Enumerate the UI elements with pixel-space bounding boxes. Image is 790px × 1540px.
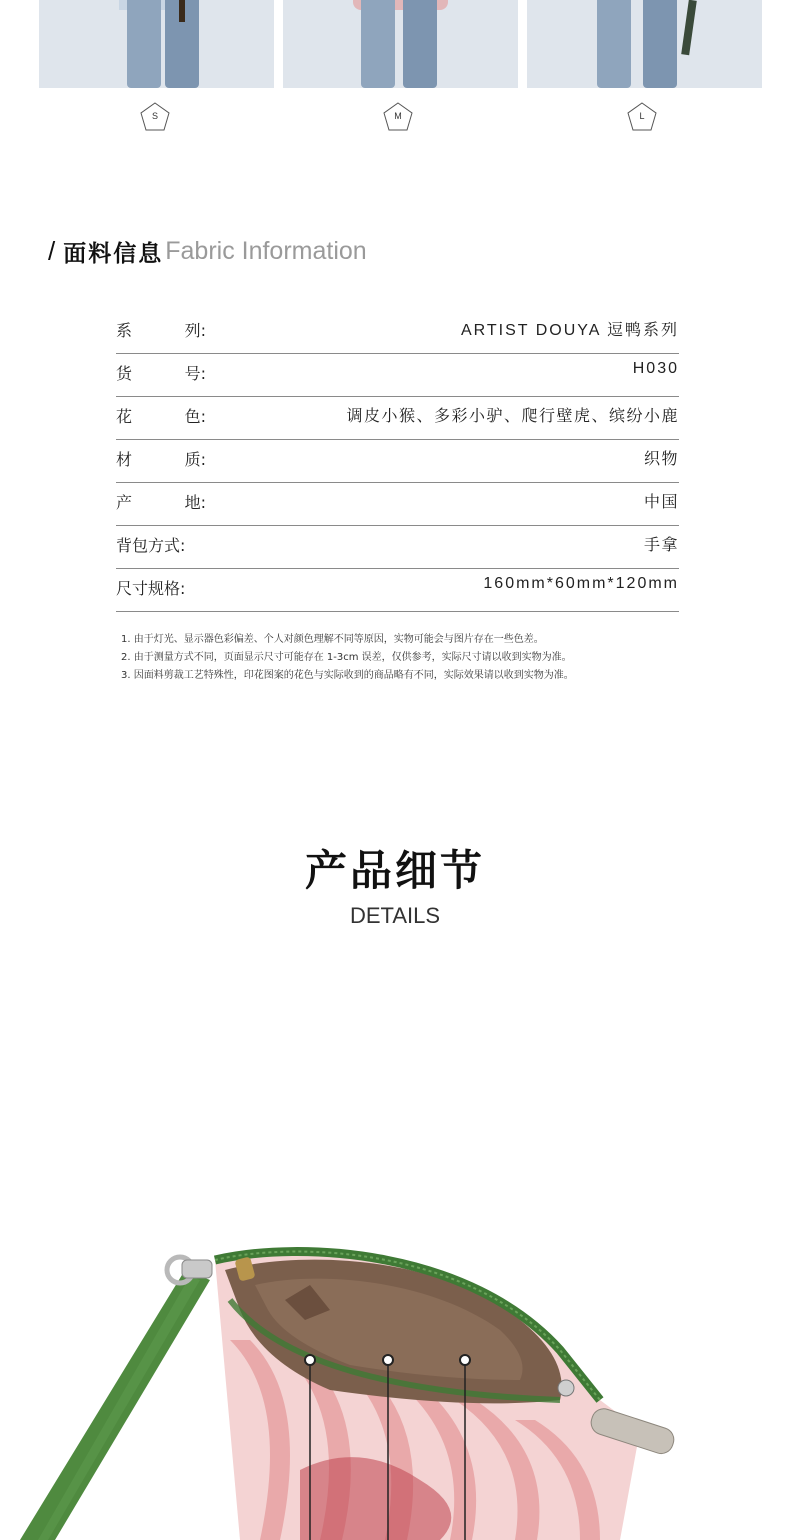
pouch-illustration [0,1240,790,1540]
spec-table [116,311,679,612]
spec-label-series: 系 列: [116,321,206,340]
spec-value-origin: 中国 [643,492,679,511]
details-title-cn: 产品细节 [304,846,485,895]
note-item: 3. 因面料剪裁工艺特殊性，印花图案的花色与实际收到的商品略有不同，实际效果请以收到实物为准。 [121,670,574,681]
size-label-l: L [639,111,645,121]
notes [121,631,691,685]
spec-row-carry [116,526,679,569]
details-title-en: DETAILS [349,903,441,928]
spec-label-pattern: 花 色: [116,407,206,426]
spec-value-series: ARTIST DOUYA 逗鸭系列 [460,322,679,339]
size-badge-s [139,101,171,133]
spec-row-origin [116,483,679,526]
spec-row-material [116,440,679,483]
spec-row-pattern [116,397,679,440]
spec-label-carry: 背包方式: [116,536,186,555]
size-badge-m [382,101,414,133]
spec-value-dimensions: 160mm*60mm*120mm [483,575,679,592]
fabric-heading [48,234,367,268]
product-detail-image [0,1240,790,1540]
size-photo-l [527,0,762,88]
fabric-title-en: Fabric Information [165,236,367,265]
spec-value-pattern: 调皮小猴、多彩小驴、爬行壁虎、缤纷小鹿 [346,406,679,425]
spec-label-dimensions: 尺寸规格: [116,579,186,598]
size-photo-s [39,0,274,88]
size-badge-l [626,101,658,133]
note-item: 1. 由于灯光、显示器色彩偏差、个人对颜色理解不同等原因，实物可能会与图片存在一些色差。 [121,634,544,645]
spec-label-item-no: 货 号: [116,364,206,383]
spec-value-item-no: H030 [632,360,679,377]
size-photo-m [283,0,518,88]
spec-row-dimensions [116,569,679,612]
note-item: 2. 由于测量方式不同，页面显示尺寸可能存在 1-3cm 误差，仅供参考，实际尺寸请以收到实物为准。 [121,652,572,663]
spec-label-material: 材 质: [116,450,206,469]
spec-row-item-no [116,354,679,397]
size-label-s: S [151,111,158,121]
heading-slash: / [48,235,56,266]
spec-value-carry: 手拿 [643,535,679,554]
size-label-m: M [394,111,402,121]
spec-row-series [116,311,679,354]
spec-value-material: 织物 [643,449,679,468]
spec-label-origin: 产 地: [116,493,206,512]
fabric-title-cn: 面料信息 [63,240,164,267]
